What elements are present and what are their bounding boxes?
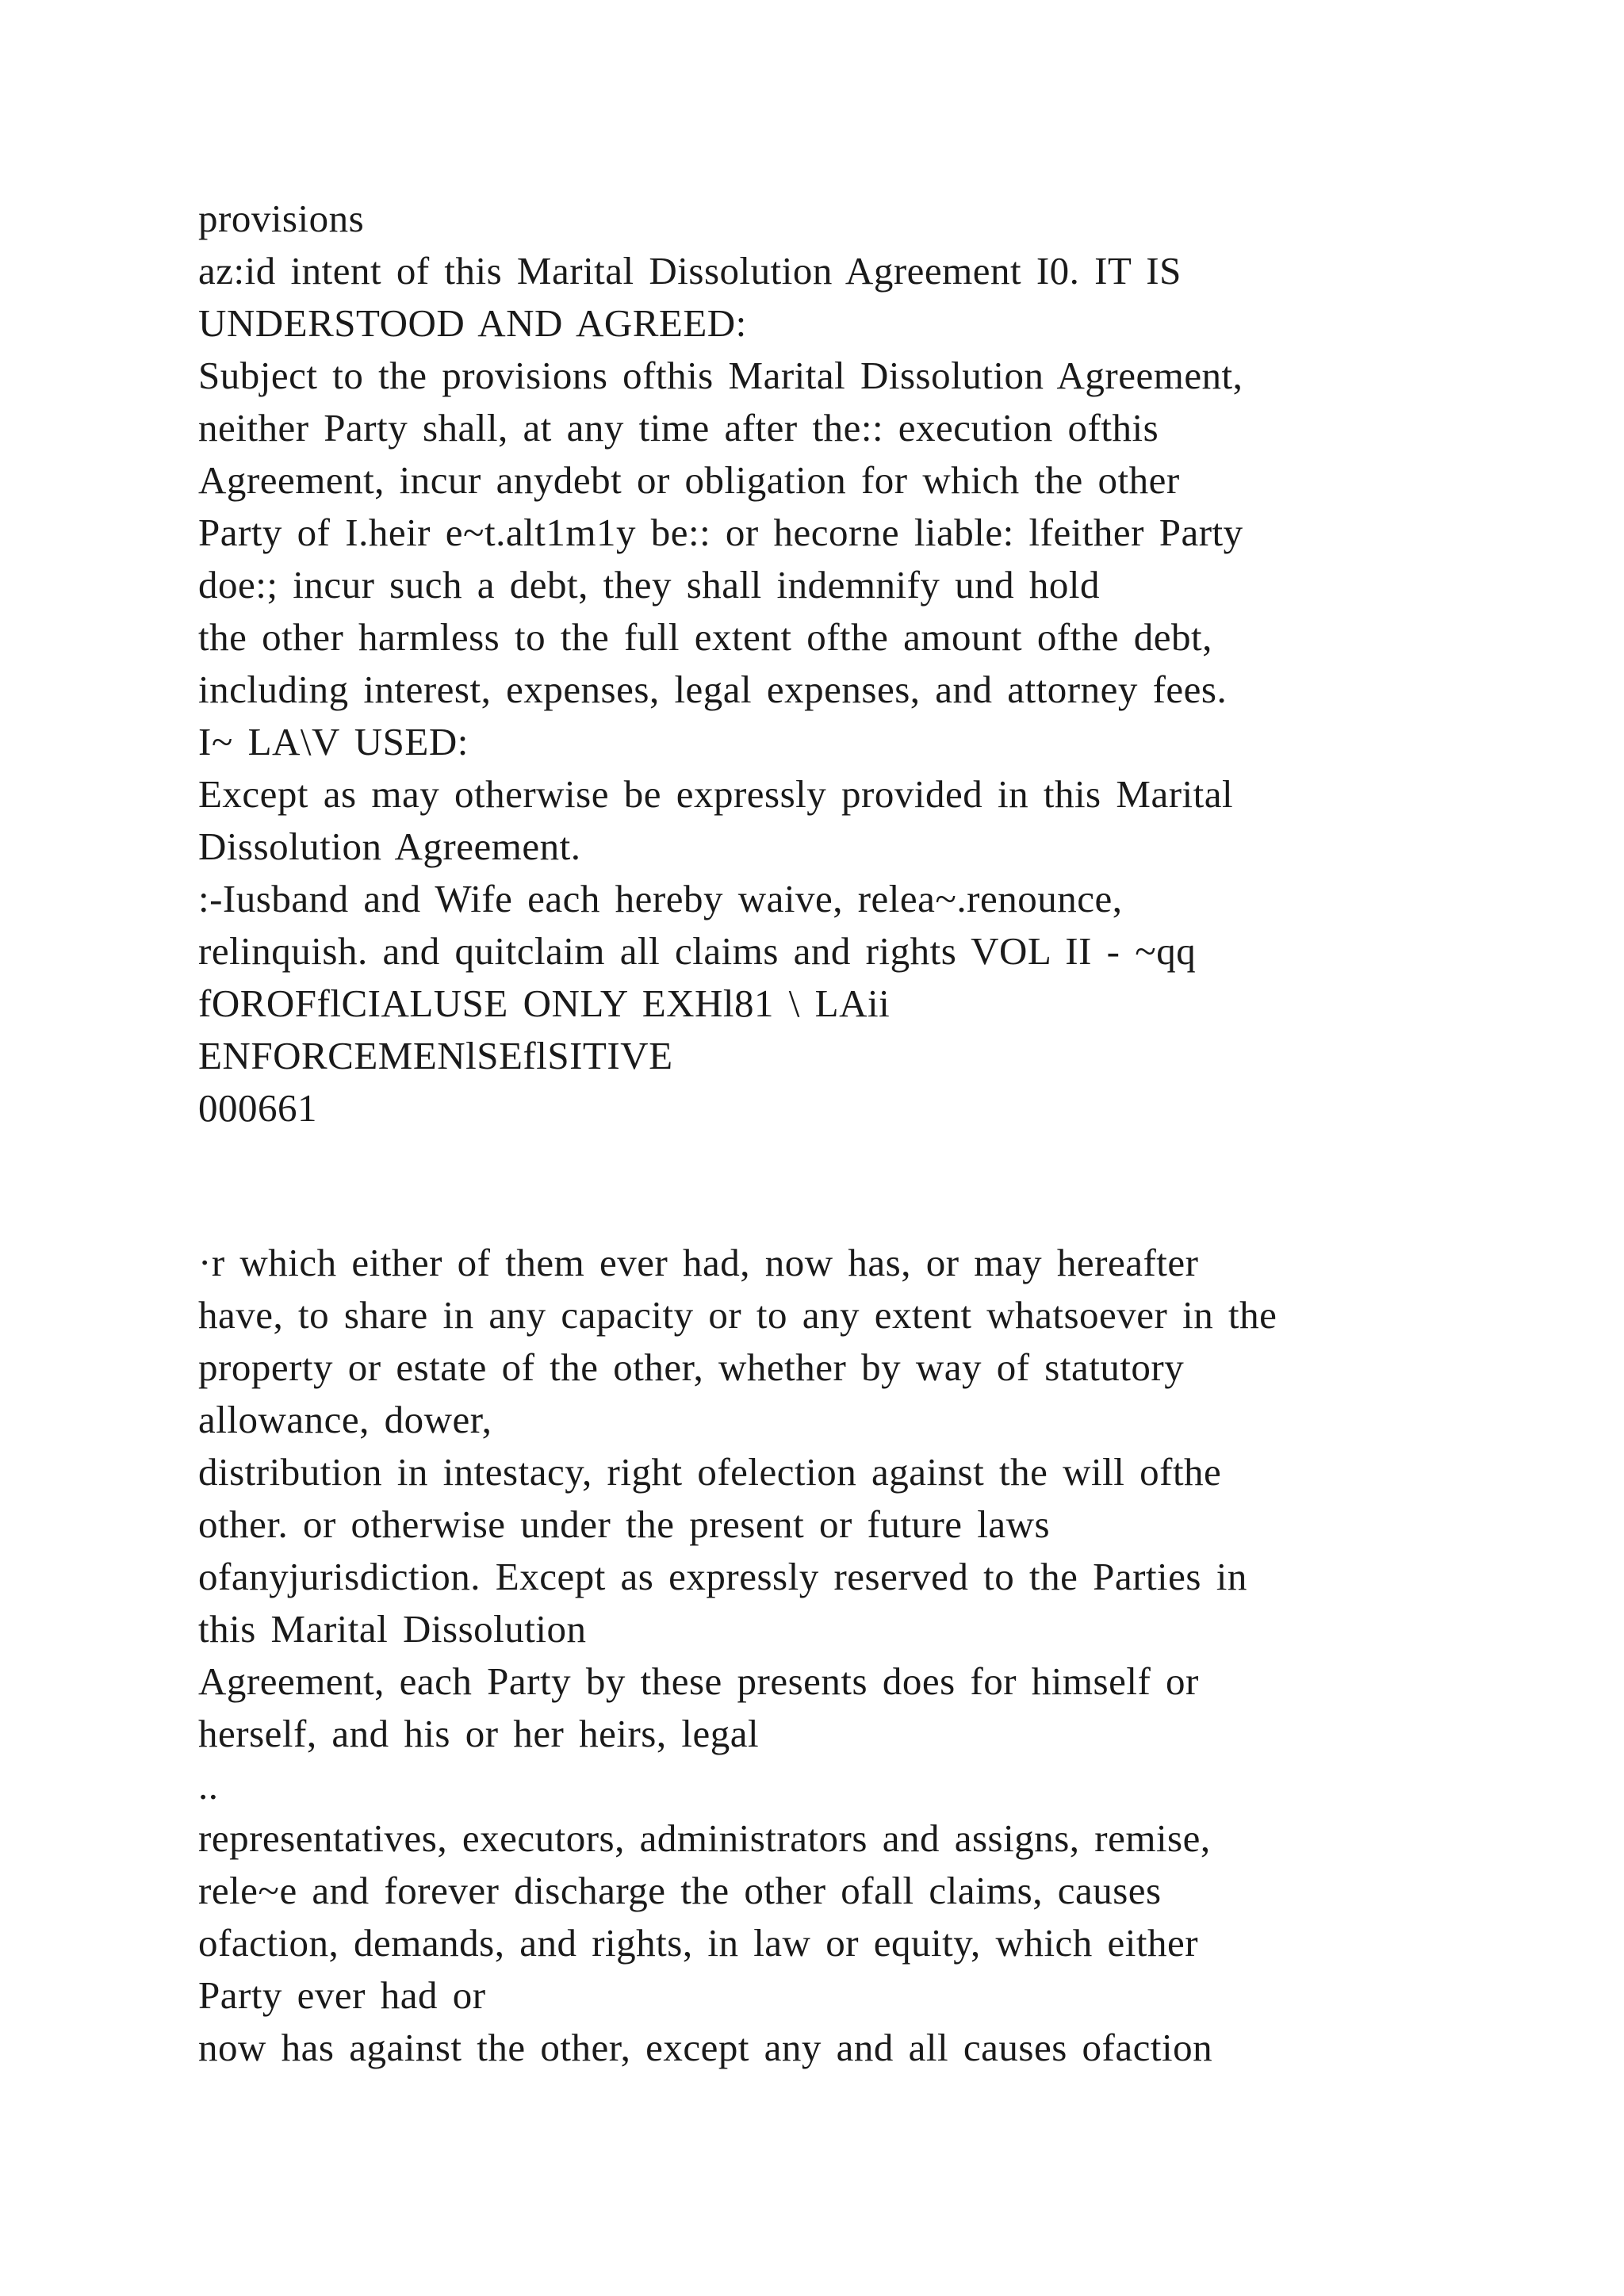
text-line: herself, and his or her heirs, legal (198, 1712, 760, 1755)
marking-line: fOROFflCIALUSE ONLY EXHl81 \ LAii (198, 982, 891, 1025)
text-line: Dissolution Agreement. (198, 825, 581, 868)
text-line: Party ever had or (198, 1973, 486, 2017)
text-line: ofanyjurisdiction. Except as expressly reserved to the Parties in (198, 1555, 1247, 1598)
text-line: rele~e and forever discharge the other ofall claims, causes (198, 1869, 1162, 1912)
text-line: az:id intent of this Marital Dissolution Agreement I0. IT IS (198, 249, 1182, 293)
text-line: distribution in intestacy, right ofelection against the will ofthe (198, 1450, 1222, 1494)
text-line: Agreement, each Party by these presents does for himself or (198, 1659, 1199, 1703)
text-line: representatives, executors, administrators and assigns, remise, (198, 1816, 1211, 1860)
text-line: UNDERSTOOD AND AGREED: (198, 301, 747, 345)
bates-number: 000661 (198, 1086, 317, 1130)
marking-line: ENFORCEMENlSEflSITIVE (198, 1034, 673, 1077)
text-line: neither Party shall, at any time after the:: execution ofthis (198, 406, 1159, 450)
text-line: Except as may otherwise be expressly provided in this Marital (198, 772, 1234, 816)
text-line: ofaction, demands, and rights, in law or equity, which either (198, 1921, 1199, 1965)
text-line: now has against the other, except any and all causes ofaction (198, 2026, 1213, 2069)
text-line: this Marital Dissolution (198, 1607, 587, 1651)
text-line: allowance, dower, (198, 1398, 492, 1441)
text-line: Subject to the provisions ofthis Marital Dissolution Agreement, (198, 354, 1243, 397)
text-line: doe:; incur such a debt, they shall indemnify und hold (198, 563, 1101, 607)
text-line: Party of I.heir e~t.alt1m1y be:: or hecorne liable: lfeither Party (198, 511, 1243, 554)
text-line: ·r which either of them ever had, now has, or may hereafter (198, 1241, 1199, 1284)
text-line: Agreement, incur anydebt or obligation for which the other (198, 458, 1180, 502)
text-block-upper (198, 193, 1546, 1135)
text-line: other. or otherwise under the present or future laws (198, 1502, 1051, 1546)
text-line: provisions (198, 197, 365, 240)
text-line: :-Iusband and Wife each hereby waive, relea~.renounce, (198, 877, 1123, 920)
text-line: the other harmless to the full extent ofthe amount ofthe debt, (198, 615, 1212, 659)
text-line: including interest, expenses, legal expenses, and attorney fees. (198, 668, 1228, 711)
text-block-lower (198, 1237, 1546, 2074)
text-line: property or estate of the other, whether by way of statutory (198, 1345, 1185, 1389)
text-line: have, to share in any capacity or to any extent whatsoever in the (198, 1293, 1277, 1337)
section-heading: I~ LA\V USED: (198, 720, 469, 763)
text-line: relinquish. and quitclaim all claims and rights VOL II - ~qq (198, 929, 1197, 973)
text-line: .. (198, 1764, 219, 1808)
